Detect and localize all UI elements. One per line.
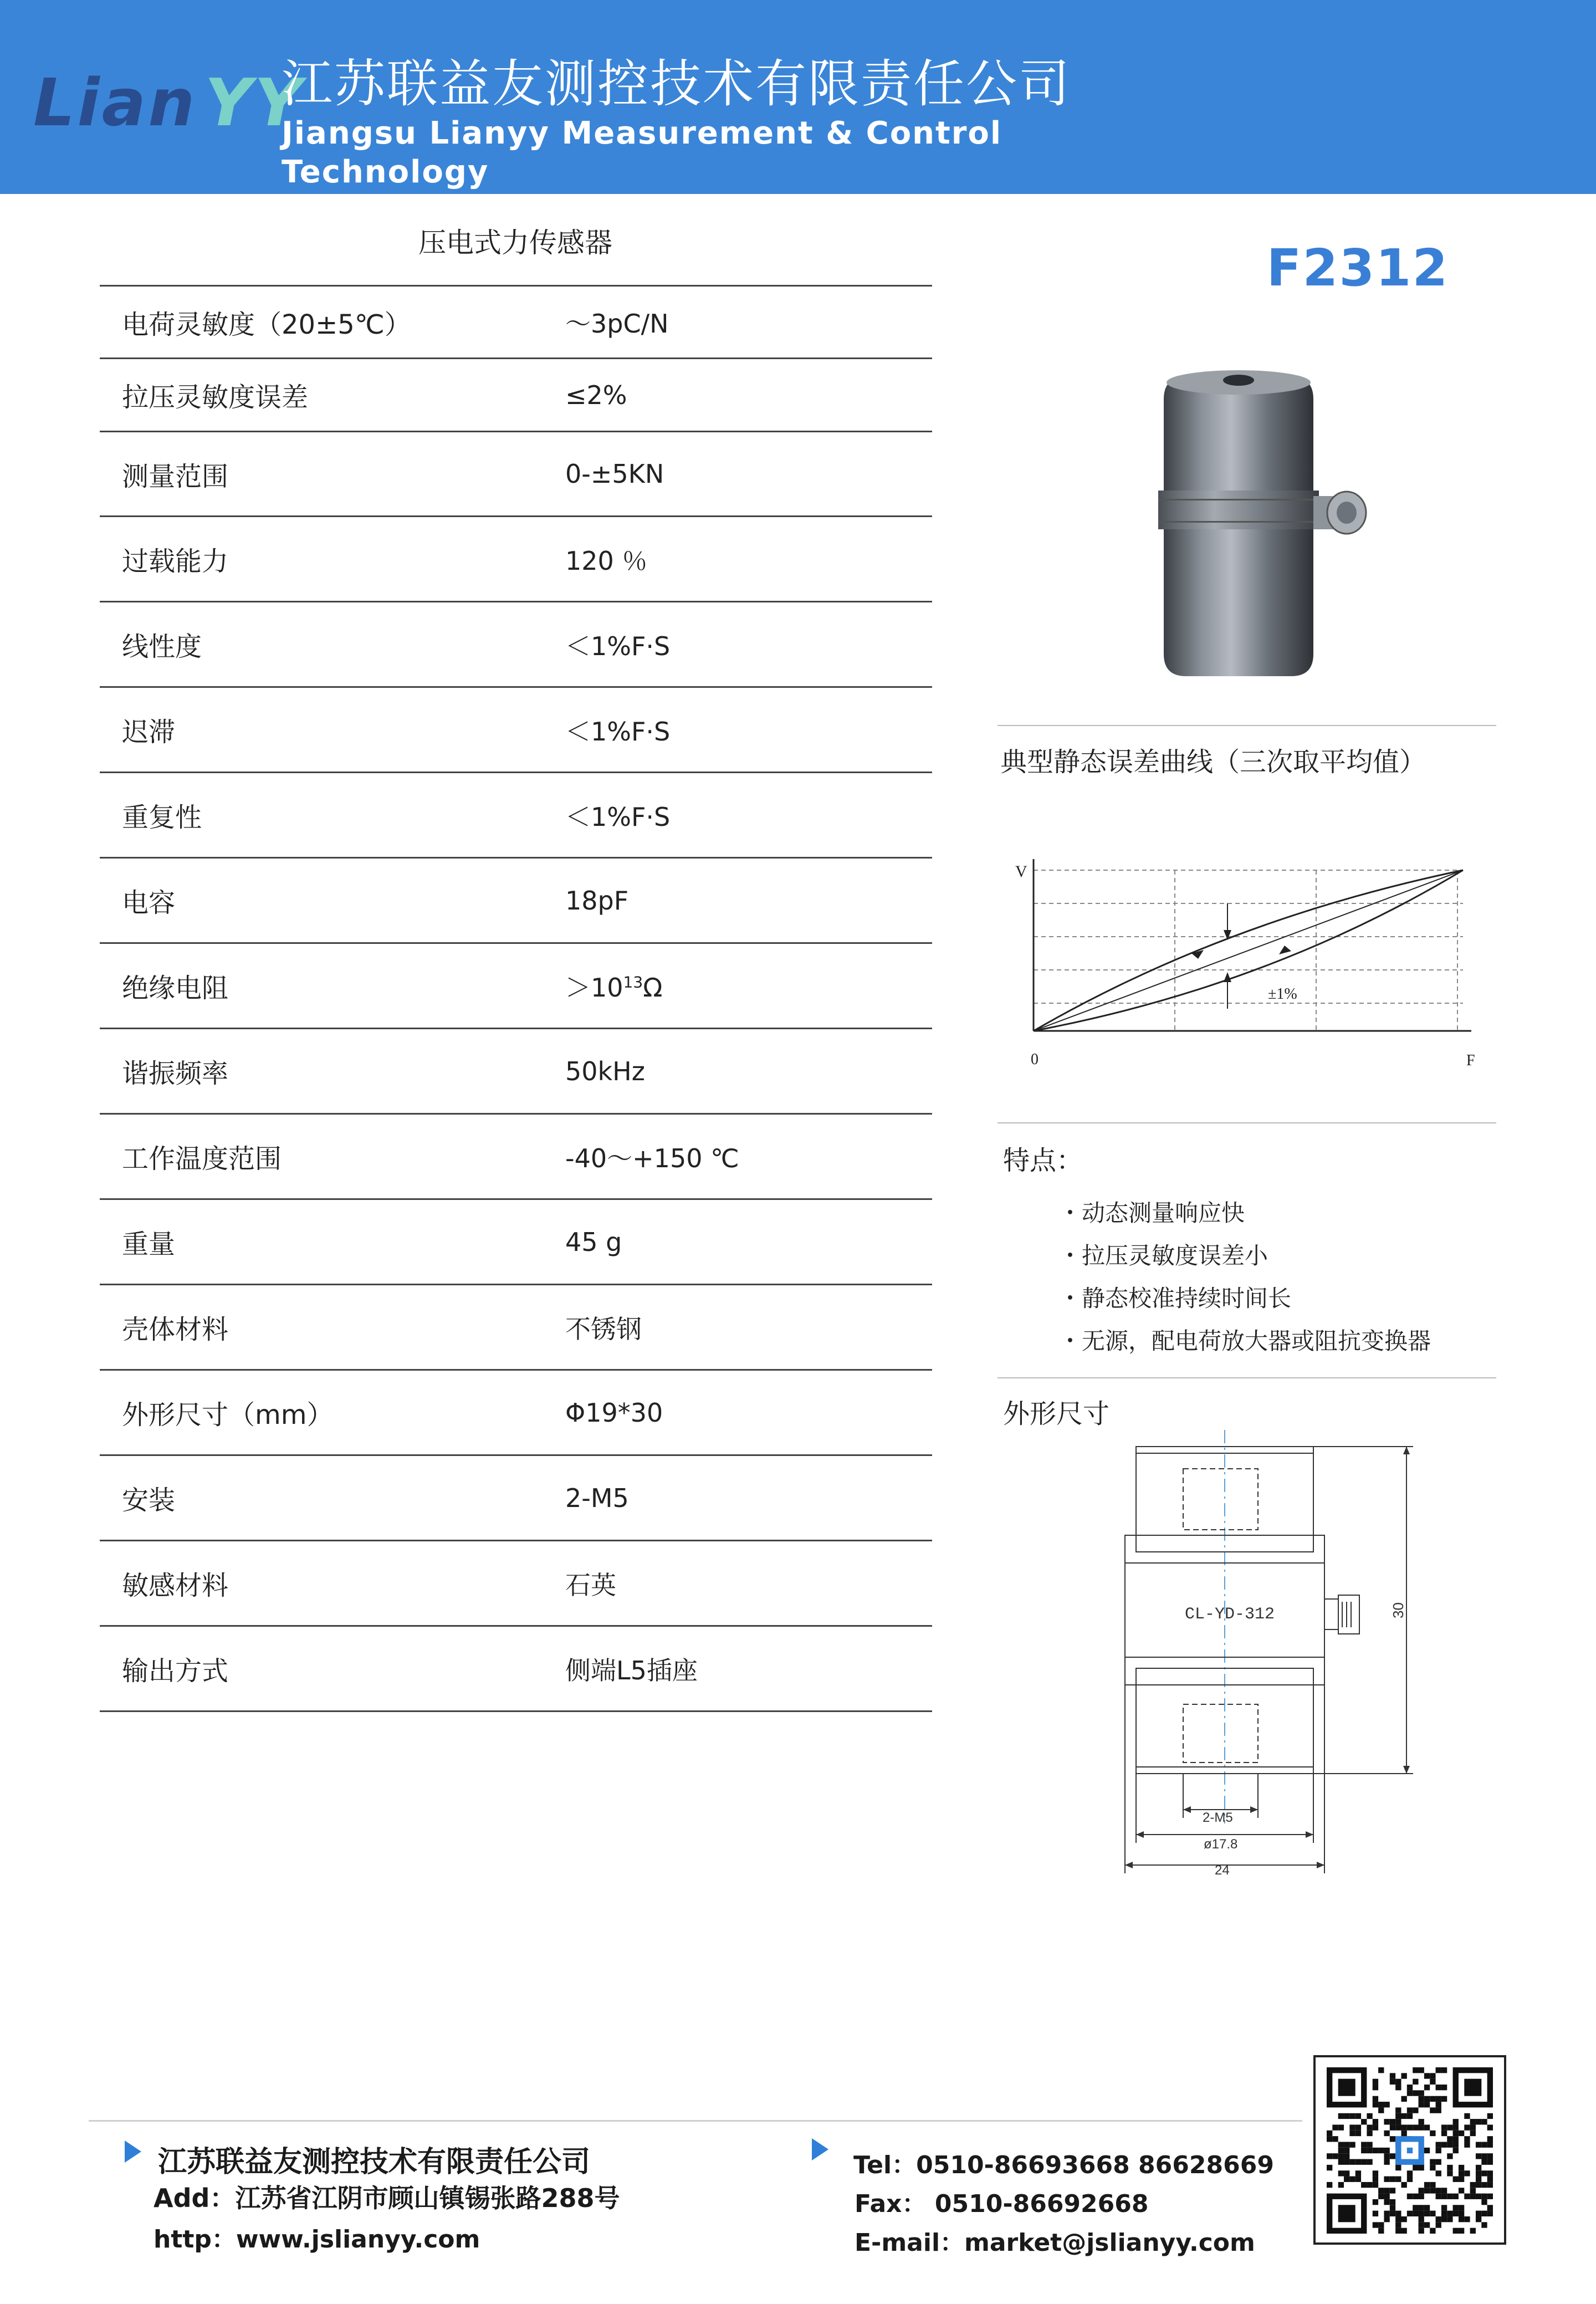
product-photo: [1153, 366, 1385, 698]
spec-row: [100, 432, 932, 517]
spec-row: [100, 859, 932, 944]
footer-divider: [89, 2120, 1302, 2122]
spec-label: 拉压灵敏度误差: [122, 382, 309, 413]
spec-row: [100, 1541, 932, 1627]
company-name-en-line1: Jiangsu Lianyy Measurement & Control Technology: [282, 115, 1002, 190]
spec-value: ＜1%F·S: [565, 716, 671, 747]
spec-label: 敏感材料: [122, 1570, 229, 1601]
x-axis-label: F: [1466, 1052, 1475, 1069]
spec-row: [100, 1285, 932, 1371]
spec-value: 120 ％: [565, 545, 648, 576]
spec-row: [100, 688, 932, 773]
spec-value: -40～+150 ℃: [565, 1143, 739, 1173]
spec-value: ≤2%: [565, 380, 627, 410]
spec-row: [100, 359, 932, 432]
dimension-drawing: [1086, 1419, 1430, 1890]
spec-row: [100, 1200, 932, 1285]
spec-value: 侧端L5插座: [565, 1655, 698, 1685]
spec-table: [100, 285, 932, 1712]
company-logo: [33, 64, 304, 141]
spec-value-suffix: Ω: [643, 972, 663, 1003]
spec-value: 不锈钢: [565, 1314, 642, 1344]
spec-value: ～3pC/N: [565, 309, 669, 339]
y-axis-label: V: [1015, 862, 1027, 881]
spec-label: 工作温度范围: [122, 1143, 282, 1174]
section-divider: [998, 1122, 1496, 1123]
spec-label: 过载能力: [122, 546, 229, 577]
model-number: F2312: [1266, 238, 1449, 298]
spec-row: [100, 517, 932, 602]
tolerance-label: ±1%: [1268, 985, 1297, 1003]
logo-text-accent: YY: [204, 64, 304, 141]
qr-code: [1313, 2055, 1506, 2245]
thread-label: 2-M5: [1203, 1810, 1233, 1825]
company-name-cn: 江苏联益友测控技术有限责任公司: [282, 54, 1072, 114]
spec-value-exponent: 13: [623, 973, 643, 992]
spec-label: 安装: [122, 1485, 176, 1516]
dimensions-title: 外形尺寸: [1003, 1398, 1110, 1429]
spec-table-title: 压电式力传感器: [418, 227, 612, 259]
spec-row: [100, 1627, 932, 1712]
spec-value: 石英: [565, 1570, 616, 1600]
spec-value: Φ19*30: [565, 1397, 663, 1428]
bullet-triangle-icon: [812, 2138, 828, 2160]
spec-row: [100, 1456, 932, 1541]
height-label: 30: [1390, 1602, 1406, 1618]
spec-label: 电容: [122, 887, 176, 918]
spec-value: 45 g: [565, 1227, 622, 1257]
spec-value: ＜1%F·S: [565, 631, 671, 661]
features-title: 特点：: [1003, 1145, 1083, 1176]
spec-label: 重复性: [122, 802, 202, 833]
spec-label: 重量: [122, 1229, 176, 1260]
features-list: [1058, 1192, 1431, 1362]
qr-pattern: [1327, 2067, 1493, 2234]
spec-row: [100, 1371, 932, 1456]
footer-website: http：www.jslianyy.com: [154, 2225, 480, 2254]
origin-label: 0: [1031, 1051, 1039, 1068]
feature-item: ・动态测量响应快: [1058, 1199, 1245, 1227]
body-marking: CL-YD-312: [1185, 1605, 1275, 1624]
spec-value: [565, 968, 932, 1004]
spec-row: [100, 773, 932, 859]
feature-item: ・静态校准持续时间长: [1058, 1285, 1292, 1312]
spec-value: 50kHz: [565, 1056, 645, 1086]
footer-fax: Fax： 0510-86692668: [855, 2190, 1149, 2218]
spec-label: 壳体材料: [122, 1314, 229, 1345]
spec-label: 外形尺寸（mm）: [122, 1399, 334, 1431]
section-divider: [998, 725, 1496, 726]
footer-address: Add：江苏省江阴市顾山镇锡张路288号: [154, 2183, 620, 2213]
footer-email: E-mail：market@jslianyy.com: [855, 2229, 1255, 2257]
spec-row: [100, 944, 932, 1029]
feature-item: ・拉压灵敏度误差小: [1058, 1242, 1268, 1269]
spec-label: 电荷灵敏度（20±5℃）: [122, 309, 411, 340]
spec-row: [100, 287, 932, 359]
company-name-en: [282, 114, 1168, 231]
inner-diameter-label: ø17.8: [1204, 1837, 1238, 1852]
footer-company: 江苏联益友测控技术有限责任公司: [158, 2145, 591, 2179]
curve-title: 典型静态误差曲线（三次取平均值）: [1000, 747, 1426, 778]
spec-value: ＜1%F·S: [565, 801, 671, 832]
spec-label: 绝缘电阻: [122, 973, 229, 1004]
spec-label: 迟滞: [122, 717, 176, 748]
section-divider: [998, 1377, 1496, 1378]
spec-row: [100, 1115, 932, 1200]
spec-label: 线性度: [122, 631, 202, 662]
spec-value: 2-M5: [565, 1483, 629, 1513]
width-label: 24: [1215, 1863, 1230, 1878]
feature-item: ・无源，配电荷放大器或阻抗变换器: [1058, 1327, 1431, 1355]
spec-row: [100, 1029, 932, 1115]
spec-label: 输出方式: [122, 1656, 229, 1687]
spec-value-prefix: ＞10: [565, 972, 623, 1003]
spec-value: 0-±5KN: [565, 459, 664, 489]
page-header: [0, 0, 1596, 229]
reference-line: [1034, 870, 1463, 1031]
company-name-en-line2: CO., LTD.: [282, 193, 448, 229]
error-curve-chart: [1003, 848, 1491, 1081]
footer-tel: Tel：0510-86693668 86628669: [853, 2151, 1274, 2179]
spec-label: 谐振频率: [122, 1058, 229, 1089]
spec-label: 测量范围: [122, 461, 229, 492]
spec-value: 18pF: [565, 885, 629, 916]
bullet-triangle-icon: [125, 2140, 141, 2163]
logo-text-main: Lian: [33, 64, 197, 141]
spec-row: [100, 602, 932, 688]
